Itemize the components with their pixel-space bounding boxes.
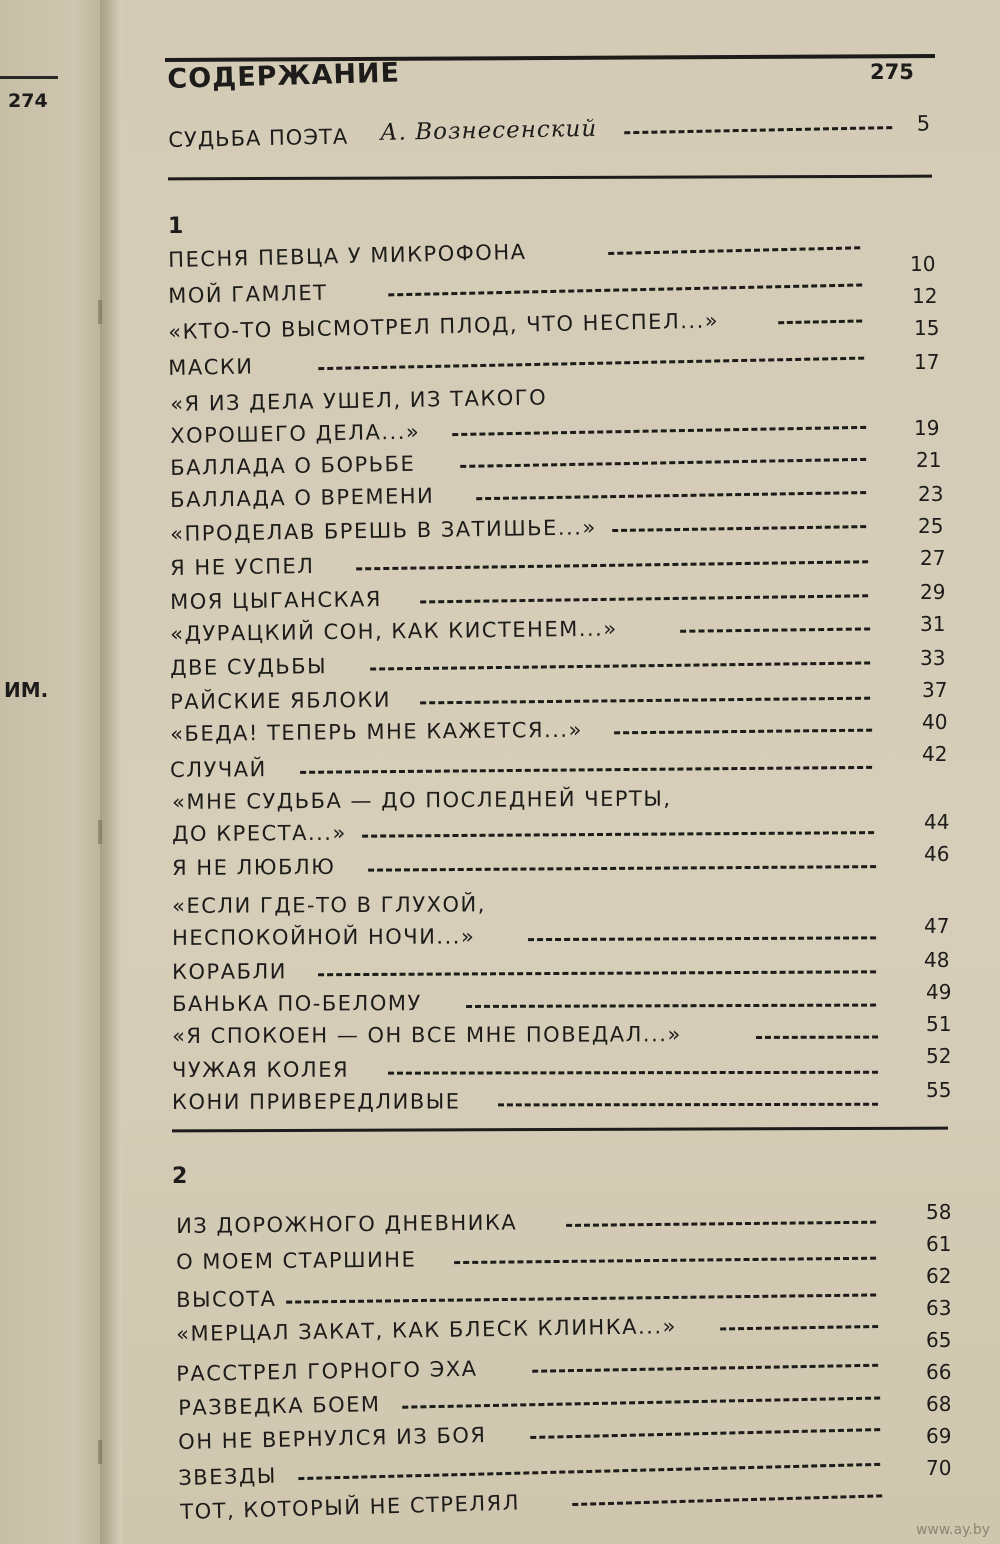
leader-dashes: [572, 1494, 882, 1506]
toc-entry-page-number: 40: [922, 710, 948, 734]
toc-entry-title: МОЙ ГАМЛЕТ: [168, 280, 328, 308]
leader-dashes: [476, 491, 866, 500]
toc-entry-page-number: 10: [910, 252, 936, 276]
toc-entry-title-line1: «МНЕ СУДЬБА — ДО ПОСЛЕДНЕЙ ЧЕРТЫ,: [172, 786, 672, 814]
toc-entry-page-number: 46: [924, 842, 950, 866]
toc-entry-title: РАССТРЕЛ ГОРНОГО ЭХА: [176, 1356, 478, 1386]
binding-stitch: [98, 820, 102, 844]
toc-entry-title: МОЯ ЦЫГАНСКАЯ: [170, 587, 383, 614]
toc-entry-title: СЛУЧАЙ: [170, 757, 267, 782]
leader-dashes: [624, 126, 892, 134]
toc-entry-page-number: 62: [926, 1264, 952, 1288]
leader-dashes: [778, 319, 862, 324]
leader-dashes: [420, 697, 870, 705]
leader-dashes: [614, 729, 872, 735]
intro-author: А. Вознесенский: [379, 115, 598, 146]
toc-entry-title: ОН НЕ ВЕРНУЛСЯ ИЗ БОЯ: [178, 1423, 487, 1454]
toc-entry-title: ТОТ, КОТОРЫЙ НЕ СТРЕЛЯЛ: [180, 1490, 521, 1524]
binding-stitch: [98, 300, 102, 324]
intro-page-number: 5: [916, 111, 931, 136]
book-gutter: [100, 0, 122, 1544]
leader-dashes: [532, 1364, 878, 1373]
toc-entry-title: БАНЬКА ПО-БЕЛОМУ: [172, 991, 422, 1016]
section-number: 1: [168, 214, 184, 239]
toc-entry-page-number: 19: [914, 416, 940, 440]
toc-entry-page-number: 69: [926, 1424, 952, 1448]
leader-dashes: [612, 525, 866, 532]
leader-dashes: [454, 1257, 876, 1264]
left-page: [0, 0, 108, 1544]
leader-dashes: [300, 766, 872, 774]
leader-dashes: [466, 1004, 876, 1008]
toc-entry-title: БАЛЛАДА О ВРЕМЕНИ: [170, 483, 435, 512]
toc-entry-title: ДО КРЕСТА...»: [172, 820, 347, 846]
toc-entry-page-number: 37: [922, 678, 948, 702]
toc-entry-title: ЗВЕЗДЫ: [178, 1463, 278, 1490]
watermark: www.ay.by: [915, 1522, 990, 1538]
toc-entry-page-number: 61: [926, 1232, 952, 1256]
toc-entry-page-number: 55: [926, 1078, 952, 1102]
toc-entry-title: РАЗВЕДКА БОЕМ: [178, 1392, 381, 1420]
leader-dashes: [460, 458, 866, 468]
toc-entry-page-number: 58: [926, 1200, 952, 1224]
leader-dashes: [420, 594, 868, 603]
leader-dashes: [368, 865, 876, 872]
toc-entry-title: Я НЕ УСПЕЛ: [170, 553, 315, 580]
toc-entry-title: ХОРОШЕГО ДЕЛА...»: [170, 419, 421, 448]
leader-dashes: [680, 627, 870, 632]
toc-entry-page-number: 42: [922, 742, 948, 766]
toc-entry-title: «КТО-ТО ВЫСМОТРЕЛ ПЛОД, ЧТО НЕСПЕЛ...»: [168, 308, 720, 344]
leader-dashes: [720, 1325, 878, 1330]
page-number: 275: [870, 60, 914, 84]
toc-entry-page-number: 31: [920, 612, 946, 636]
toc-entry-page-number: 23: [918, 482, 944, 506]
toc-entry-page-number: 44: [924, 810, 950, 834]
toc-entry-page-number: 52: [926, 1044, 952, 1068]
leader-dashes: [756, 1036, 878, 1039]
leader-dashes: [298, 1463, 880, 1480]
toc-entry-page-number: 49: [926, 980, 952, 1004]
toc-entry: [172, 817, 874, 852]
leader-dashes: [356, 560, 868, 570]
toc-entry-title: «ПРОДЕЛАВ БРЕШЬ В ЗАТИШЬЕ...»: [170, 515, 597, 546]
toc-entry-page-number: 21: [916, 448, 942, 472]
toc-entry-page-number: 68: [926, 1392, 952, 1416]
toc-title: СОДЕРЖАНИЕ: [167, 57, 401, 95]
toc-entry-title: О МОЕМ СТАРШИНЕ: [176, 1247, 417, 1274]
toc-entry-title: НЕСПОКОЙНОЙ НОЧИ...»: [172, 924, 476, 950]
left-page-number: 274: [8, 90, 48, 112]
toc-entry-page-number: 51: [926, 1012, 952, 1036]
toc-entry-title: «БЕДА! ТЕПЕРЬ МНЕ КАЖЕТСЯ...»: [170, 717, 583, 746]
leader-dashes: [370, 661, 870, 670]
leader-dashes: [318, 357, 864, 370]
toc-entry-page-number: 70: [926, 1456, 952, 1480]
leader-dashes: [530, 1428, 880, 1439]
leader-dashes: [608, 246, 860, 255]
toc-entry-title: МАСКИ: [168, 354, 254, 380]
intro-title: СУДЬБА ПОЭТА: [168, 124, 349, 152]
toc-entry-title: РАЙСКИЕ ЯБЛОКИ: [170, 687, 392, 714]
toc-entry-title: «МЕРЦАЛ ЗАКАТ, КАК БЛЕСК КЛИНКА...»: [176, 1314, 678, 1346]
toc-entry-page-number: 63: [926, 1296, 952, 1320]
toc-entry-page-number: 15: [914, 316, 940, 340]
toc-entry-page-number: 47: [924, 914, 950, 938]
binding-stitch: [98, 1440, 102, 1464]
toc-entry: [170, 752, 872, 788]
toc-entry: [172, 1089, 878, 1120]
toc-entry-page-number: 12: [912, 284, 938, 308]
leader-dashes: [362, 831, 874, 838]
left-page-rule: [0, 76, 58, 79]
toc-entry-title: КОРАБЛИ: [172, 959, 287, 984]
toc-entry-title-line1: «Я ИЗ ДЕЛА УШЕЛ, ИЗ ТАКОГО: [170, 385, 548, 416]
toc-entry-page-number: 65: [926, 1328, 952, 1352]
leader-dashes: [498, 1103, 878, 1107]
left-page-text-fragment: ИМ.: [4, 678, 49, 702]
toc-entry: [172, 956, 876, 990]
leader-dashes: [318, 970, 876, 976]
leader-dashes: [388, 283, 862, 296]
toc-entry-title: ИЗ ДОРОЖНОГО ДНЕВНИКА: [176, 1210, 518, 1238]
toc-entry-page-number: 33: [920, 646, 946, 670]
leader-dashes: [566, 1221, 876, 1227]
toc-entry: [172, 922, 876, 956]
toc-entry-title: КОНИ ПРИВЕРЕДЛИВЫЕ: [172, 1089, 461, 1114]
toc-entry-title: ДВЕ СУДЬБЫ: [170, 654, 328, 680]
toc-entry-page-number: 48: [924, 948, 950, 972]
toc-entry-title: ЧУЖАЯ КОЛЕЯ: [172, 1057, 350, 1082]
toc-entry-page-number: 27: [920, 546, 946, 570]
toc-entry: [172, 1057, 878, 1088]
toc-entry-page-number: 29: [920, 580, 946, 604]
toc-entry-page-number: 17: [914, 350, 940, 374]
toc-entry: [172, 1022, 878, 1054]
leader-dashes: [452, 426, 866, 436]
leader-dashes: [402, 1397, 880, 1409]
toc-entry-title: «Я СПОКОЕН — ОН ВСЕ МНЕ ПОВЕДАЛ...»: [172, 1022, 682, 1048]
toc-entry-page-number: 66: [926, 1360, 952, 1384]
toc-entry-title: ВЫСОТА: [176, 1286, 277, 1312]
toc-entry: [172, 851, 876, 886]
leader-dashes: [388, 1071, 878, 1075]
toc-entry: [172, 990, 876, 1022]
toc-entry-page-number: 25: [918, 514, 944, 538]
toc-entry-title-line1: «ЕСЛИ ГДЕ-ТО В ГЛУХОЙ,: [172, 892, 486, 918]
toc-entry-title: «ДУРАЦКИЙ СОН, КАК КИСТЕНЕМ...»: [170, 616, 618, 646]
leader-dashes: [286, 1293, 876, 1303]
section-number: 2: [172, 1164, 188, 1189]
toc-entry-title: БАЛЛАДА О БОРЬБЕ: [170, 451, 416, 480]
toc-entry-title: ПЕСНЯ ПЕВЦА У МИКРОФОНА: [168, 239, 527, 272]
toc-entry-title: Я НЕ ЛЮБЛЮ: [172, 854, 336, 880]
leader-dashes: [528, 936, 876, 941]
